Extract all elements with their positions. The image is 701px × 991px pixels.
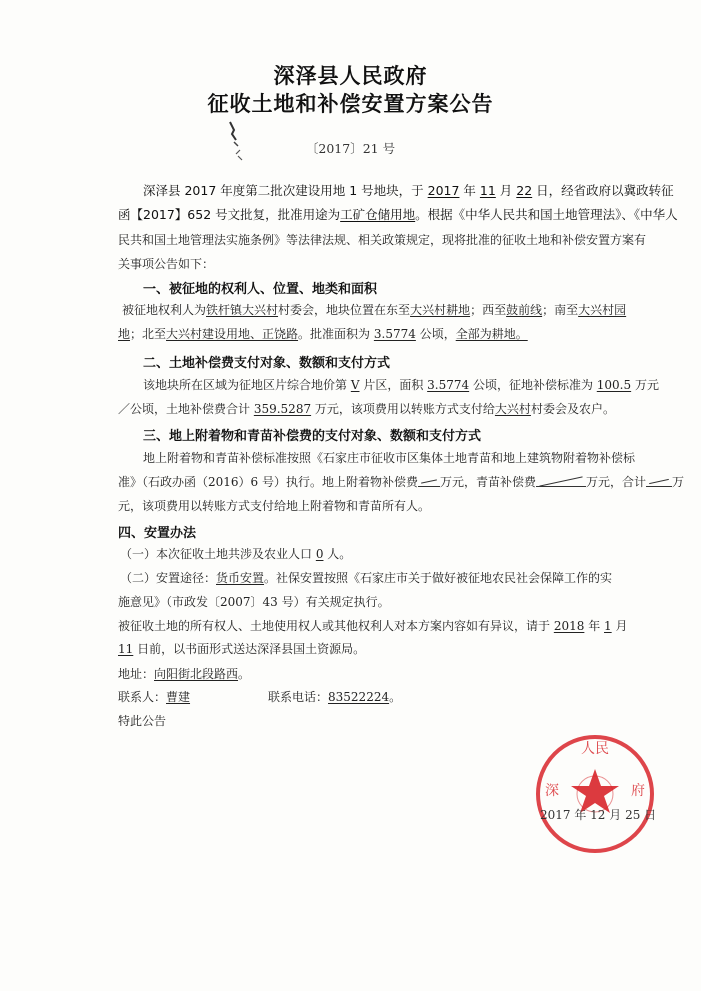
blank-crop-fee bbox=[536, 475, 586, 487]
section-1-line-2: 地；北至大兴村建设用地、正饶路。批准面积为 3.5774 公顷，全部为耕地。 bbox=[118, 327, 528, 341]
intro-line-2: 函【2017】652 号文批复，批准用途为工矿仓储用地。根据《中华人民共和国土地管理法》、《中华人 bbox=[118, 207, 678, 222]
section-1-heading: 一、被征地的权利人、位置、地类和面积 bbox=[143, 282, 378, 297]
section-2-line-2: ／公顷，土地补偿费合计 359.5287 万元，该项费用以转账方式支付给大兴村村委会及农户。 bbox=[118, 402, 615, 416]
section-2-heading: 二、土地补偿费支付对象、数额和支付方式 bbox=[143, 356, 391, 371]
official-seal bbox=[534, 733, 656, 855]
objection-line-2: 11 日前，以书面形式送达深泽县国土资源局。 bbox=[118, 642, 366, 656]
blank-total-fee bbox=[646, 475, 672, 487]
section-4-item-2-line-2: 施意见》（市政发〔2007〕43 号）有关规定执行。 bbox=[118, 595, 390, 609]
document-number: 〔2017〕21 号 bbox=[305, 141, 396, 156]
svg-text:府: 府 bbox=[631, 783, 645, 799]
document-title-line1: 深泽县人民政府 bbox=[273, 64, 428, 88]
svg-text:深: 深 bbox=[545, 783, 559, 799]
intro-line-4: 关事项公告如下： bbox=[118, 257, 215, 271]
intro-line-3: 民共和国土地管理法实施条例》等法律法规、相关政策规定，现将批准的征收土地和补偿安置方案有 bbox=[118, 233, 647, 247]
objection-line-1: 被征收土地的所有权人、土地使用权人或其他权利人对本方案内容如有异议，请于 2018 年 1 月 bbox=[118, 619, 628, 633]
issue-date: 2017 年 12 月 25 日 bbox=[540, 808, 657, 822]
svg-text:人民: 人民 bbox=[581, 741, 609, 757]
document-title-line2: 征收土地和补偿安置方案公告 bbox=[207, 92, 494, 116]
phone-line: 联系电话：83522224。 bbox=[268, 690, 402, 704]
section-3-line-2: 准》（石政办函（2016）6 号）执行。地上附着物补偿费 万元，青苗补偿费 万元，合计 万 bbox=[118, 475, 685, 489]
section-2-line-1: 该地块所在区域为征地区片综合地价第 V 片区，面积 3.5774 公顷，征地补偿标准为 100.5 万元 bbox=[143, 378, 659, 392]
section-3-line-1: 地上附着物和青苗补偿标准按照《石家庄市征收市区集体土地青苗和地上建筑物附着物补偿标 bbox=[143, 451, 636, 465]
section-4-item-1: （一）本次征收土地共涉及农业人口 0 人。 bbox=[120, 547, 352, 561]
blank-attachment-fee bbox=[418, 475, 440, 487]
contact-line: 联系人：曹建 bbox=[118, 690, 191, 704]
address-line: 地址：向阳街北段路西。 bbox=[118, 667, 251, 681]
section-4-item-2-line-1: （二）安置途径：货币安置。社保安置按照《石家庄市关于做好被征地农民社会保障工作的实 bbox=[120, 571, 613, 585]
section-3-line-3: 元，该项费用以转账方式支付给地上附着物和青苗所有人。 bbox=[118, 499, 431, 513]
section-1-line-1: 被征地权利人为铁杆镇大兴村村委会，地块位置在东至大兴村耕地；西至鼓前线；南至大兴村园 bbox=[122, 303, 627, 317]
intro-line-1: 深泽县 2017 年度第二批次建设用地 1 号地块，于 2017 年 11 月 22 日，经省政府以冀政转征 bbox=[143, 183, 674, 198]
closing-text: 特此公告 bbox=[118, 714, 167, 728]
section-4-heading: 四、安置办法 bbox=[118, 526, 197, 541]
section-3-heading: 三、地上附着物和青苗补偿费的支付对象、数额和支付方式 bbox=[143, 429, 482, 444]
